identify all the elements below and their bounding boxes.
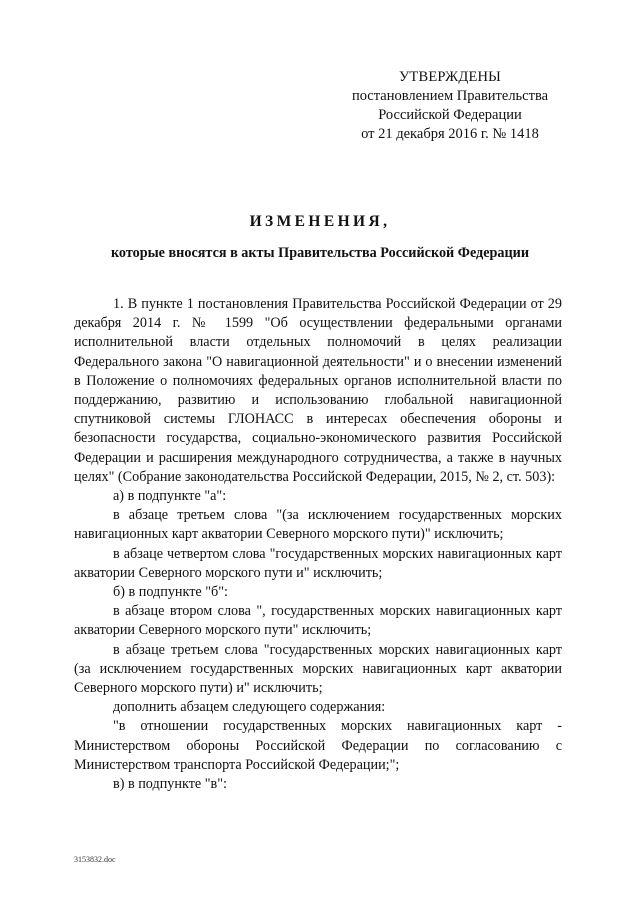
document-title: ИЗМЕНЕНИЯ,	[249, 213, 391, 230]
paragraph-7: в абзаце третьем слова "государственных морских навигационных карт (за исключением государственных морских навигационных карт акватории Северного морского пути) и" исключить;	[74, 641, 562, 697]
paragraph-6: в абзаце втором слова ", государственных морских навигационных карт акватории Северного морского пути" исключить;	[74, 603, 562, 639]
paragraph-10: в) в подпункте "в":	[113, 776, 227, 793]
paragraph-8: дополнить абзацем следующего содержания:	[113, 699, 386, 716]
approval-line-2: Российской Федерации	[378, 107, 522, 123]
paragraph-3: в абзаце третьем слова "(за исключением государственных морских навигационных карт акватории Северного морского пути)" исключить;	[74, 507, 562, 543]
paragraph-2: а) в подпункте "а":	[113, 488, 227, 505]
paragraph-1: 1. В пункте 1 постановления Правительства Российской Федерации от 29 декабря 2014 г. № 1599 "Об осуществлении федеральными органами исполнительной власти отдельных полномочий в целях реализации Федерального закона "О навигационной деятельности" и о внесении изменений в Положение о полномочиях федеральных органов исполнительной власти по поддержанию, развитию и использованию глобальной навигационной спутниковой системы ГЛОНАСС в интересах обеспечения обороны и безопасности государства, социально-экономического развития Российской Федерации и расширения международного сотрудничества, а также в научных целях" (Собрание законодательства Российской Федерации, 2015, № 2, ст. 503):	[74, 296, 562, 485]
document-subtitle: которые вносятся в акты Правительства Российской Федерации	[110, 245, 530, 261]
approval-block	[330, 68, 570, 144]
paragraph-4: в абзаце четвертом слова "государственных морских навигационных карт акватории Северного морского пути и" исключить;	[74, 545, 562, 581]
paragraph-9: "в отношении государственных морских навигационных карт - Министерством обороны Российской Федерации по согласованию с Министерством транспорта Российской Федерации;";	[74, 718, 562, 773]
file-footer: 3153832.doc	[74, 855, 116, 864]
approval-line-1: постановлением Правительства	[351, 88, 549, 104]
approval-line-3: от 21 декабря 2016 г. № 1418	[361, 126, 539, 142]
paragraph-5: б) в подпункте "б":	[113, 584, 229, 601]
document-body	[74, 295, 562, 794]
approval-heading: УТВЕРЖДЕНЫ	[398, 69, 502, 85]
